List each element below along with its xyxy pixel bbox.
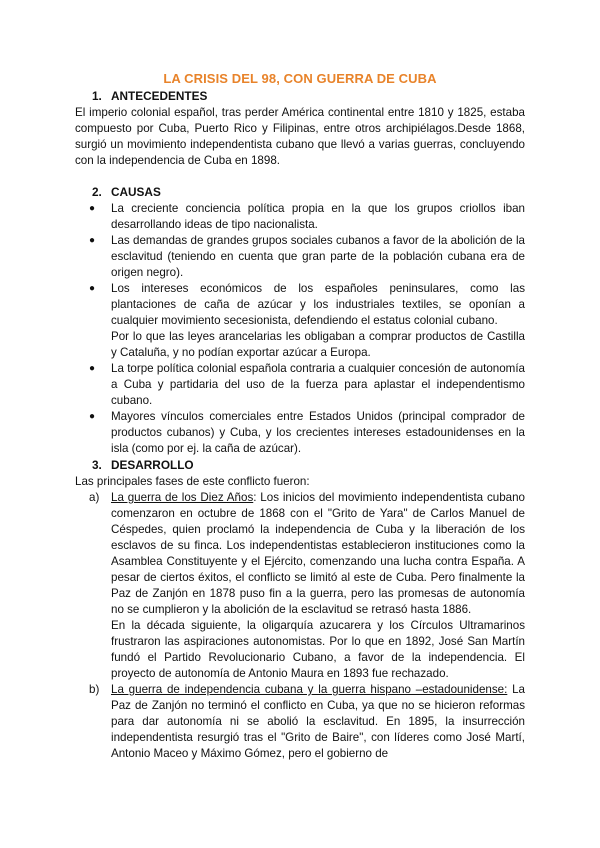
list-item: [75, 490, 525, 682]
phase-title: La guerra de independencia cubana y la guerra hispano –estadounidense:: [111, 683, 508, 696]
section-number: 3.: [92, 458, 102, 472]
list-item: ● Las demandas de grandes grupos sociales cubanos a favor de la abolición de la esclavitud (teniendo en cuenta que gran parte de la población cubana era de origen negro).: [89, 234, 525, 279]
bullet-icon: ●: [89, 235, 96, 246]
phase-title: La guerra de los Diez Años: [111, 491, 254, 504]
list-marker: a): [89, 491, 100, 504]
list-item-extra: Por lo que las leyes arancelarias les obligaban a comprar productos de Castilla y Cataluña, y no podían exportar azúcar a Europa.: [111, 330, 525, 359]
list-item: ● La creciente conciencia política propia en la que los grupos criollos iban desarrollando ideas de tipo nacionalista.: [89, 202, 525, 231]
phase-text: La Paz de Zanjón no terminó el conflicto en Cuba, ya que no se hicieron reformas para dar autonomía ni se abolió la esclavitud. En 1895, la insurrección independentista resurgió tras el "Grito de Baire", con líderes como José Martí, Antonio Maceo y Máximo Gómez, pero el gobierno de: [111, 683, 525, 760]
phase-extra: En la década siguiente, la oligarquía azucarera y los Círculos Ultramarinos frustraron las aspiraciones autonomistas. Por lo que en 1892, José San Martín fundó el Partido Revolucionario Cubano, a favor de la independencia. El proyecto de autonomía de Antonio Maura en 1893 fue rechazado.: [111, 619, 525, 680]
bullet-icon: ●: [89, 363, 96, 374]
bullet-icon: ●: [89, 283, 96, 294]
document-title: LA CRISIS DEL 98, CON GUERRA DE CUBA: [163, 71, 437, 86]
section-heading-text: DESARROLLO: [111, 458, 194, 472]
section-heading-antecedentes: [75, 88, 525, 105]
list-marker: b): [89, 683, 100, 696]
section-number: 1.: [92, 89, 102, 103]
section-heading-text: CAUSAS: [111, 185, 161, 199]
section-number: 2.: [92, 185, 102, 199]
section-heading-desarrollo: [75, 457, 525, 474]
list-item: [75, 682, 525, 762]
list-item: ● Mayores vínculos comerciales entre Estados Unidos (principal comprador de productos cubanos) y Cuba, y los crecientes intereses estadounidenses en la isla (como por ej. la caña de azúcar).: [89, 410, 525, 455]
bullet-icon: ●: [89, 411, 96, 422]
antecedentes-paragraph: El imperio colonial español, tras perder América continental entre 1810 y 1825, estaba compuesto por Cuba, Puerto Rico y Filipinas, entre otros archipiélagos.Desde 1868, surgió un movimiento independentista cubano que llevó a varias guerras, concluyendo con la independencia de Cuba en 1898.: [75, 106, 525, 167]
bullet-icon: ●: [89, 203, 96, 214]
list-item: ● Los intereses económicos de los españoles peninsulares, como las plantaciones de caña de azúcar y los industriales textiles, se oponían a cualquier movimiento secesionista, defendiendo el estatus colonial cubano. Por lo que las leyes arancelarias les obligaban a comprar productos de Castilla y Cataluña, y no podían exportar azúcar a Europa.: [89, 282, 525, 359]
causas-list: [75, 201, 525, 457]
section-heading-text: ANTECEDENTES: [111, 89, 208, 103]
phases-list: [75, 490, 525, 762]
desarrollo-intro: Las principales fases de este conflicto fueron:: [75, 475, 310, 488]
section-heading-causas: [75, 184, 525, 201]
phase-text: : Los inicios del movimiento independentista cubano comenzaron en octubre de 1868 con el "Grito de Yara" de Carlos Manuel de Céspedes, quien proclamó la independencia de Cuba y la liberación de los esclavos de su finca. Los independentistas establecieron instituciones como la Asamblea Constituyente y el Ejército, comenzando una lucha contra España. A pesar de ciertos éxitos, el conflicto se limitó al este de Cuba. Pero finalmente la Paz de Zanjón en 1878 puso fin a la guerra, pero las promesas de autonomía no se cumplieron y la abolición de la esclavitud se retrasó hasta 1886.: [111, 491, 525, 616]
list-item: ● La torpe política colonial española contraria a cualquier concesión de autonomía a Cuba y partidaria del uso de la fuerza para aplastar el independentismo cubano.: [89, 362, 525, 407]
